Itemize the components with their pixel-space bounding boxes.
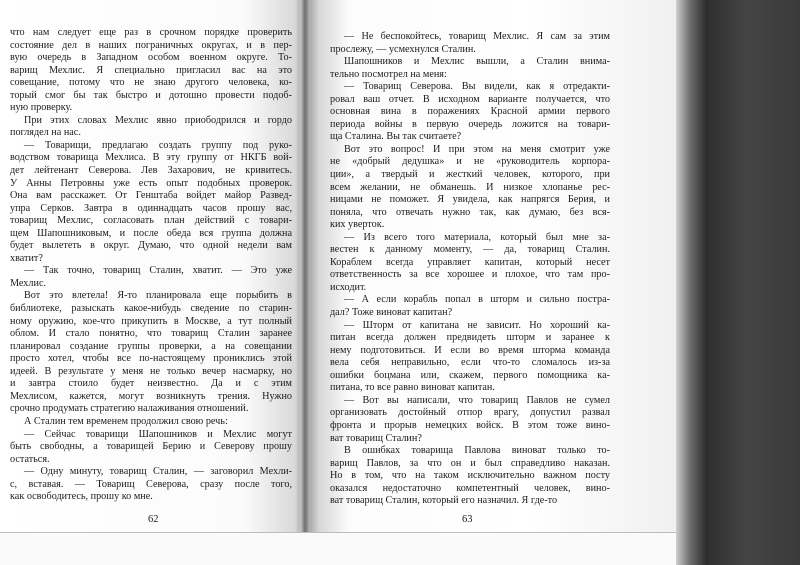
text-line: — А если корабль попал в шторм и сильно постра- bbox=[344, 294, 610, 306]
text-line: ции», а твердый и жесткий человек, которого, при bbox=[330, 169, 610, 181]
text-line: питана, то все равно виноват капитан. bbox=[330, 382, 495, 394]
text-line: торый смог бы так быстро и дотошно провести подоб- bbox=[10, 89, 292, 101]
text-line: Кораблем всегда управляет капитан, который несет bbox=[330, 256, 610, 268]
text-line: периода войны в первую очередь ложится на товари- bbox=[330, 118, 610, 130]
text-line: ную проверку. bbox=[10, 102, 73, 114]
text-line: как освободитесь, прошу ко мне. bbox=[10, 491, 153, 503]
text-line: вестен к данному моменту, — да, товарищ Сталин. bbox=[330, 244, 610, 256]
text-line: — Вот вы написали, что товарищ Павлов не сумел bbox=[344, 394, 610, 406]
text-line: дет лейтенант Северова. Лев Захарович, не кривитесь. bbox=[10, 165, 292, 177]
text-line: При этих словах Мехлис явно приободрился и гордо bbox=[24, 114, 292, 126]
text-line: Но в том, что на таком исключительно важном посту bbox=[330, 470, 610, 482]
book-gutter bbox=[300, 0, 310, 532]
text-line: — Товарищ Северова. Вы видели, как я отредакти- bbox=[344, 81, 610, 93]
text-line: — Из всего того материала, который был мне за- bbox=[344, 231, 610, 243]
text-line: тельно посмотрел на меня: bbox=[330, 68, 447, 80]
left-page-text bbox=[10, 27, 292, 504]
text-line: ких уверток. bbox=[330, 219, 385, 231]
text-line: Вот это вопрос! И при этом на меня смотрит уже bbox=[344, 143, 610, 155]
text-line: ща Сталина. Вы так считаете? bbox=[330, 131, 462, 143]
text-line: щем Шапошниковым, и после обеда вся группа должна bbox=[10, 227, 292, 239]
text-line: Она вам расскажет. От Генштаба войдет майор Развед- bbox=[10, 190, 292, 202]
text-line: облом. И стало понятно, что товарищ Сталин заранее bbox=[10, 328, 292, 340]
text-line: ницами не поможет. Я увидела, как напрягся Берия, и bbox=[330, 194, 610, 206]
text-line: остаться. bbox=[10, 453, 50, 465]
text-line: организовать достойный отпор врагу, допустил развал bbox=[330, 407, 610, 419]
text-line: планировал создание группы проверки, а на совещании bbox=[10, 340, 292, 352]
text-line: варищ Павлов, за что он и был справедливо наказан. bbox=[330, 457, 610, 469]
text-line: нему подготовиться. И если во время шторма команда bbox=[330, 344, 610, 356]
text-line: Шапошников и Мехлис вышли, а Сталин внима- bbox=[344, 56, 610, 68]
text-line: варищ Мехлис. Я специально пригласил вас на это bbox=[10, 64, 292, 76]
text-line: дал? Тоже виноват капитан? bbox=[330, 307, 453, 319]
right-page-text bbox=[330, 31, 610, 508]
text-line: Мехлисом, кажется, могут возникнуть трения. Нужно bbox=[10, 390, 292, 402]
text-line: водством товарища Мехлиса. В эту группу от НКГБ вой- bbox=[10, 152, 292, 164]
scanner-dark-edge bbox=[676, 0, 800, 565]
text-line: прослежу, — усмехнулся Сталин. bbox=[330, 43, 476, 55]
text-line: всем желании, не обманешь. И низкое хлопанье рес- bbox=[330, 181, 610, 193]
text-line: совещание, потому что не знаю другого человека, ко- bbox=[10, 77, 292, 89]
text-line: упра Серков. Завтра в одиннадцать часов прошу вас, bbox=[10, 202, 292, 214]
text-line: — Так точно, товарищ Сталин, хватит. — Это уже bbox=[24, 265, 292, 277]
text-line: будет вылететь в округ. Думаю, что одной недели вам bbox=[10, 240, 292, 252]
text-line: фронта и прорыв немецких войск. В этом тоже вино- bbox=[330, 419, 610, 431]
text-line: быть свободны, а товарищей Берию и Северову прошу bbox=[10, 441, 292, 453]
text-line: ошибки боцмана или, скажем, первого помощника ка- bbox=[330, 369, 610, 381]
text-line: и завтра стоило будет неизвестно. Да и с этим bbox=[10, 378, 292, 390]
text-line: что нам следует еще раз в срочном порядке проверить bbox=[10, 27, 292, 38]
text-line: с, вставая. — Товарищ Северова, сразу после того, bbox=[10, 478, 292, 490]
text-line: Вот это влетела! Я-то планировала еще порыбить в bbox=[24, 290, 292, 302]
text-line: — Одну минуту, товарищ Сталин, — заговорил Мехли- bbox=[24, 466, 292, 478]
text-line: не «добрый дедушка» и не «руководитель корпора- bbox=[330, 156, 610, 168]
text-line: ному оружию, кое-что прикупить в Москве, а тут полный bbox=[10, 315, 292, 327]
text-line: вела себя неправильно, если что-то сломалось из-за bbox=[330, 357, 610, 369]
text-line: — Сейчас товарищи Шапошников и Мехлис могут bbox=[24, 428, 292, 440]
text-line: — Не беспокойтесь, товарищ Мехлис. Я сам за этим bbox=[344, 31, 610, 42]
text-line: срочно продумать стратегию налаживания отношений. bbox=[10, 403, 249, 415]
text-line: поглядел на нас. bbox=[10, 127, 81, 139]
text-line: В ошибках товарища Павлова виноват только то- bbox=[344, 445, 610, 457]
text-line: ответственность за все хорошее и плохое, что там про- bbox=[330, 269, 610, 281]
text-line: вую очередь в Западном особом военном округе. То- bbox=[10, 52, 292, 64]
text-line: исходит. bbox=[330, 281, 367, 293]
text-line: ват товарищ Сталин, который его назначил. Я где-то bbox=[330, 495, 558, 507]
text-line: просто хотел, чтобы все по-настоящему прониклись этой bbox=[10, 353, 292, 365]
text-line: У Анны Петровны уже есть опыт подобных проверок. bbox=[10, 177, 292, 189]
text-line: состояние дел в наших пограничных округах, и в пер- bbox=[10, 39, 292, 51]
text-line: хватит? bbox=[10, 252, 43, 264]
text-line: библиотеке, разыскать какое-нибудь сведение по старин- bbox=[10, 303, 292, 315]
text-line: — Шторм от капитана не зависит. Но хороший ка- bbox=[344, 319, 610, 331]
page-number-right: 63 bbox=[462, 514, 473, 525]
page-number-left: 62 bbox=[148, 514, 159, 525]
text-line: товарищ Мехлис, согласовать план действий с товари- bbox=[10, 215, 292, 227]
text-line: А Сталин тем временем продолжил свою речь: bbox=[24, 415, 228, 427]
text-line: ровал ваш отчет. В исходном варианте получается, что bbox=[330, 93, 610, 105]
text-line: — Товарищи, предлагаю создать группу под руко- bbox=[24, 139, 292, 151]
text-line: оказался недостаточно компетентный человек, вино- bbox=[330, 482, 610, 494]
text-line: питан всегда должен предвидеть шторм и заранее к bbox=[330, 332, 610, 344]
text-line: ват товарищ Сталин? bbox=[330, 432, 422, 444]
text-line: идеей. В результате у меня не только вечер насмарку, но bbox=[10, 365, 292, 377]
text-line: поняла, что отвечать нужно так, как думаю, без вся- bbox=[330, 206, 610, 218]
text-line: основная вина в поражениях Красной армии первого bbox=[330, 106, 610, 118]
text-line: Мехлис. bbox=[10, 277, 47, 289]
